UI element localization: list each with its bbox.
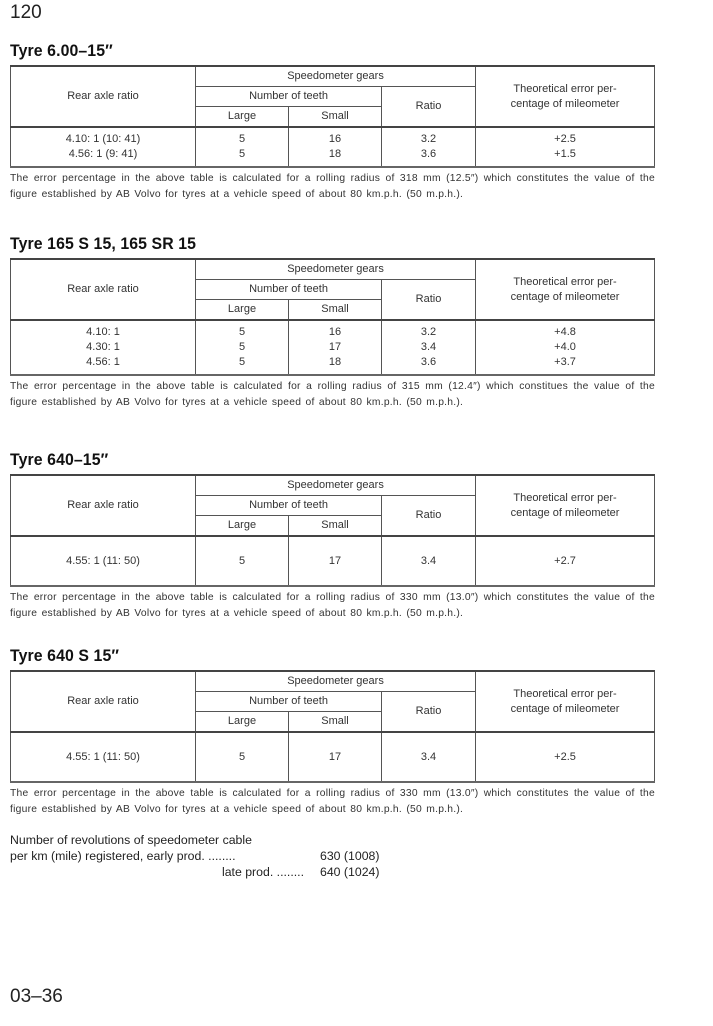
section-title: Tyre 165 S 15, 165 SR 15 (10, 235, 197, 253)
cell-value: 17 (328, 554, 342, 567)
header-error-line2: centage of mileometer (510, 97, 620, 110)
header-row (11, 259, 655, 280)
cell-error (476, 732, 655, 782)
cell-ratio (382, 536, 476, 586)
header-number-of-teeth: Number of teeth (196, 496, 382, 516)
cable-line1: Number of revolutions of speedometer cable (10, 833, 252, 847)
cell-small (289, 127, 382, 167)
header-small: Small (289, 300, 382, 321)
header-small: Small (289, 107, 382, 128)
tyre-section (10, 647, 655, 818)
tyre-section (10, 451, 655, 622)
header-large: Large (196, 516, 289, 537)
cell-ratio (382, 127, 476, 167)
section-title: Tyre 640 S 15″ (10, 647, 120, 665)
cable-revolutions (10, 832, 379, 880)
gear-table (10, 65, 655, 168)
cell-error (476, 320, 655, 375)
cell-value: 5 (238, 356, 246, 368)
header-error-line2: centage of mileometer (510, 290, 620, 303)
cell-small (289, 536, 382, 586)
cell-value: 5 (238, 133, 246, 145)
cell-value: 3.2 (420, 133, 437, 145)
header-ratio: Ratio (382, 496, 476, 537)
header-ratio: Ratio (382, 87, 476, 128)
cell-large (196, 320, 289, 375)
gear-table (10, 670, 655, 783)
header-row (11, 671, 655, 692)
cell-value: 16 (328, 133, 342, 145)
cell-value: 17 (328, 341, 342, 353)
cell-value: 5 (238, 554, 246, 567)
header-rear-axle-ratio: Rear axle ratio (11, 66, 196, 127)
cell-rear-axle-ratio (11, 320, 196, 375)
cell-value: +4.0 (554, 341, 576, 353)
cable-late-value: 640 (1024) (320, 865, 380, 879)
cell-rear-axle-ratio (11, 127, 196, 167)
table-row (11, 732, 655, 782)
header-number-of-teeth: Number of teeth (196, 692, 382, 712)
header-rear-axle-ratio: Rear axle ratio (11, 475, 196, 536)
cell-value: 4.10: 1 (86, 326, 120, 338)
header-row (11, 66, 655, 87)
section-note: The error percentage in the above table is calculated for a rolling radius of 318 mm (12.5″) which constitutes the value of the figure established by AB Volvo for tyres at a vehicle speed of about 80 km.p.h. (50 m.p.h.). (10, 173, 655, 200)
cell-value: 4.30: 1 (86, 341, 120, 353)
cell-value: 5 (238, 750, 246, 763)
header-error-line1: Theoretical error per- (513, 491, 617, 504)
cell-ratio (382, 320, 476, 375)
table-row (11, 127, 655, 167)
cell-value: 3.2 (420, 326, 437, 338)
section-note: The error percentage in the above table is calculated for a rolling radius of 315 mm (12.4″) which constitues the value of the figure established by AB Volvo for tyres at a vehicle speed of about 80 km.p.h. (50 m.p.h.). (10, 381, 655, 408)
page-number: 120 (10, 2, 42, 23)
cell-value: +4.8 (554, 326, 576, 338)
cell-value: 5 (238, 341, 246, 353)
header-error-line1: Theoretical error per- (513, 687, 617, 700)
header-ratio: Ratio (382, 280, 476, 321)
cell-value: 4.56: 1 (9: 41) (68, 148, 138, 160)
header-error-line2: centage of mileometer (510, 506, 620, 519)
header-large: Large (196, 107, 289, 128)
cell-large (196, 127, 289, 167)
cell-value: 4.10: 1 (10: 41) (65, 133, 141, 145)
cell-value: 17 (328, 750, 342, 763)
cell-error (476, 127, 655, 167)
section-note: The error percentage in the above table is calculated for a rolling radius of 330 mm (13.0″) which constitutes the value of the figure established by AB Volvo for tyres at a vehicle speed of about 80 km.p.h. (50 m.p.h.). (10, 788, 655, 815)
header-ratio: Ratio (382, 692, 476, 733)
header-small: Small (289, 712, 382, 733)
cell-value: +2.5 (554, 750, 576, 763)
cell-value: 5 (238, 148, 246, 160)
gear-table (10, 474, 655, 587)
section-title: Tyre 640–15″ (10, 451, 109, 469)
cell-small (289, 732, 382, 782)
cell-value: 18 (328, 356, 342, 368)
cell-value: 16 (328, 326, 342, 338)
table-row (11, 536, 655, 586)
cell-value: 18 (328, 148, 342, 160)
cell-small (289, 320, 382, 375)
footer-code: 03–36 (10, 986, 63, 1007)
cable-late-row (10, 864, 379, 880)
header-theoretical-error (476, 475, 655, 536)
cell-value: 4.55: 1 (11: 50) (66, 750, 140, 763)
tyre-section (10, 42, 655, 203)
header-theoretical-error (476, 671, 655, 732)
cell-ratio (382, 732, 476, 782)
header-row (11, 475, 655, 496)
cell-value: 4.56: 1 (86, 356, 120, 368)
header-rear-axle-ratio: Rear axle ratio (11, 671, 196, 732)
header-rear-axle-ratio: Rear axle ratio (11, 259, 196, 320)
table-row (11, 320, 655, 375)
cell-value: 3.4 (420, 554, 437, 567)
header-speedometer-gears: Speedometer gears (196, 475, 476, 496)
tyre-section (10, 235, 655, 411)
cable-early-label: per km (mile) registered, early prod. ........ (10, 849, 236, 863)
cell-value: 3.4 (420, 750, 437, 763)
header-large: Large (196, 300, 289, 321)
cell-value: 4.55: 1 (11: 50) (66, 554, 140, 567)
header-speedometer-gears: Speedometer gears (196, 671, 476, 692)
cell-rear-axle-ratio (11, 536, 196, 586)
cell-error (476, 536, 655, 586)
cable-early-row (10, 848, 379, 864)
cell-value: +2.5 (554, 133, 576, 145)
header-speedometer-gears: Speedometer gears (196, 66, 476, 87)
gear-table (10, 258, 655, 376)
cell-value: +1.5 (554, 148, 576, 160)
cell-large (196, 536, 289, 586)
header-error-line2: centage of mileometer (510, 702, 620, 715)
cell-value: +2.7 (554, 554, 576, 567)
header-theoretical-error (476, 66, 655, 127)
cell-large (196, 732, 289, 782)
cell-value: 3.4 (420, 341, 437, 353)
header-error-line1: Theoretical error per- (513, 82, 617, 95)
header-speedometer-gears: Speedometer gears (196, 259, 476, 280)
cell-value: 3.6 (420, 356, 437, 368)
header-large: Large (196, 712, 289, 733)
header-small: Small (289, 516, 382, 537)
cable-early-value: 630 (1008) (320, 849, 380, 863)
cell-value: 5 (238, 326, 246, 338)
header-theoretical-error (476, 259, 655, 320)
cell-rear-axle-ratio (11, 732, 196, 782)
header-error-line1: Theoretical error per- (513, 275, 617, 288)
header-number-of-teeth: Number of teeth (196, 280, 382, 300)
header-number-of-teeth: Number of teeth (196, 87, 382, 107)
section-title: Tyre 6.00–15″ (10, 42, 113, 60)
cell-value: +3.7 (554, 356, 576, 368)
cell-value: 3.6 (420, 148, 437, 160)
cable-late-label: late prod. ........ (221, 865, 304, 879)
section-note: The error percentage in the above table is calculated for a rolling radius of 330 mm (13.0″) which constitutes the value of the figure established by AB Volvo for tyres at a vehicle speed of about 80 km.p.h. (50 m.p.h.). (10, 592, 655, 619)
